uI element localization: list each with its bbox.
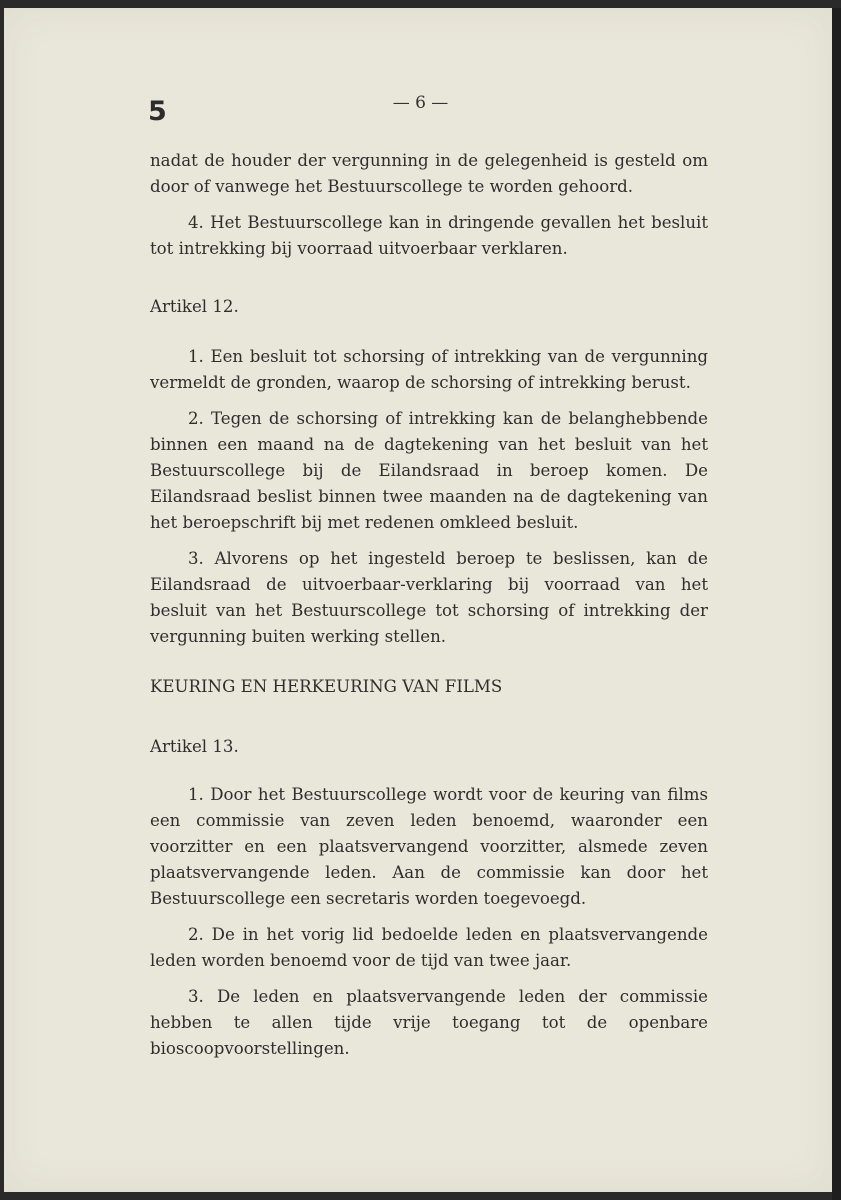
article-13-heading: Artikel 13.: [150, 737, 239, 756]
article-13-paragraph-1: 1. Door het Bestuurscollege wordt voor de keuring van films een commissie van zeven leden benoemd, waaronder een voorzitter en een plaatsvervangend voorzitter, alsmede zeven plaatsvervangende leden. Aan de commissie kan door het Bestuurscollege een secretaris worden toegevoegd.: [150, 785, 708, 908]
article-13-paragraph-3: 3. De leden en plaatsvervangende leden der commissie hebben te allen tijde vrije toegang tot de openbare bioscoopvoorstellingen.: [150, 987, 708, 1058]
article-12-paragraph-2: 2. Tegen de schorsing of intrekking kan de belanghebbende binnen een maand na de dagtekening van het besluit van het Bestuurscollege bij de Eilandsraad in beroep komen. De Eilandsraad beslist binnen twee maanden na de dagtekening van het beroepschrift bij met redenen omkleed besluit.: [150, 409, 708, 532]
document-body: [150, 148, 708, 1062]
article-12-paragraph-3: 3. Alvorens op het ingesteld beroep te beslissen, kan de Eilandsraad de uitvoerbaar-verklaring bij voorraad van het besluit van het Bestuurscollege tot schorsing of intrekking der vergunning buiten werking stellen.: [150, 549, 708, 646]
article-13-paragraph-2: 2. De in het vorig lid bedoelde leden en plaatsvervangende leden worden benoemd voor de tijd van twee jaar.: [150, 925, 708, 970]
scan-border: [832, 8, 841, 1200]
section-heading: KEURING EN HERKEURING VAN FILMS: [150, 677, 503, 696]
stamp-number: 5: [148, 96, 167, 127]
page-number: — 6 —: [392, 93, 449, 113]
article-12-paragraph-1: 1. Een besluit tot schorsing of intrekking van de vergunning vermeldt de gronden, waarop de schorsing of intrekking berust.: [150, 347, 708, 392]
article-12-heading: Artikel 12.: [150, 297, 239, 316]
paragraph-4: 4. Het Bestuurscollege kan in dringende gevallen het besluit tot intrekking bij voorraad uitvoerbaar verklaren.: [150, 213, 708, 258]
paragraph-continued: nadat de houder der vergunning in de gelegenheid is gesteld om door of vanwege het Bestuurscollege te worden gehoord.: [150, 151, 708, 196]
